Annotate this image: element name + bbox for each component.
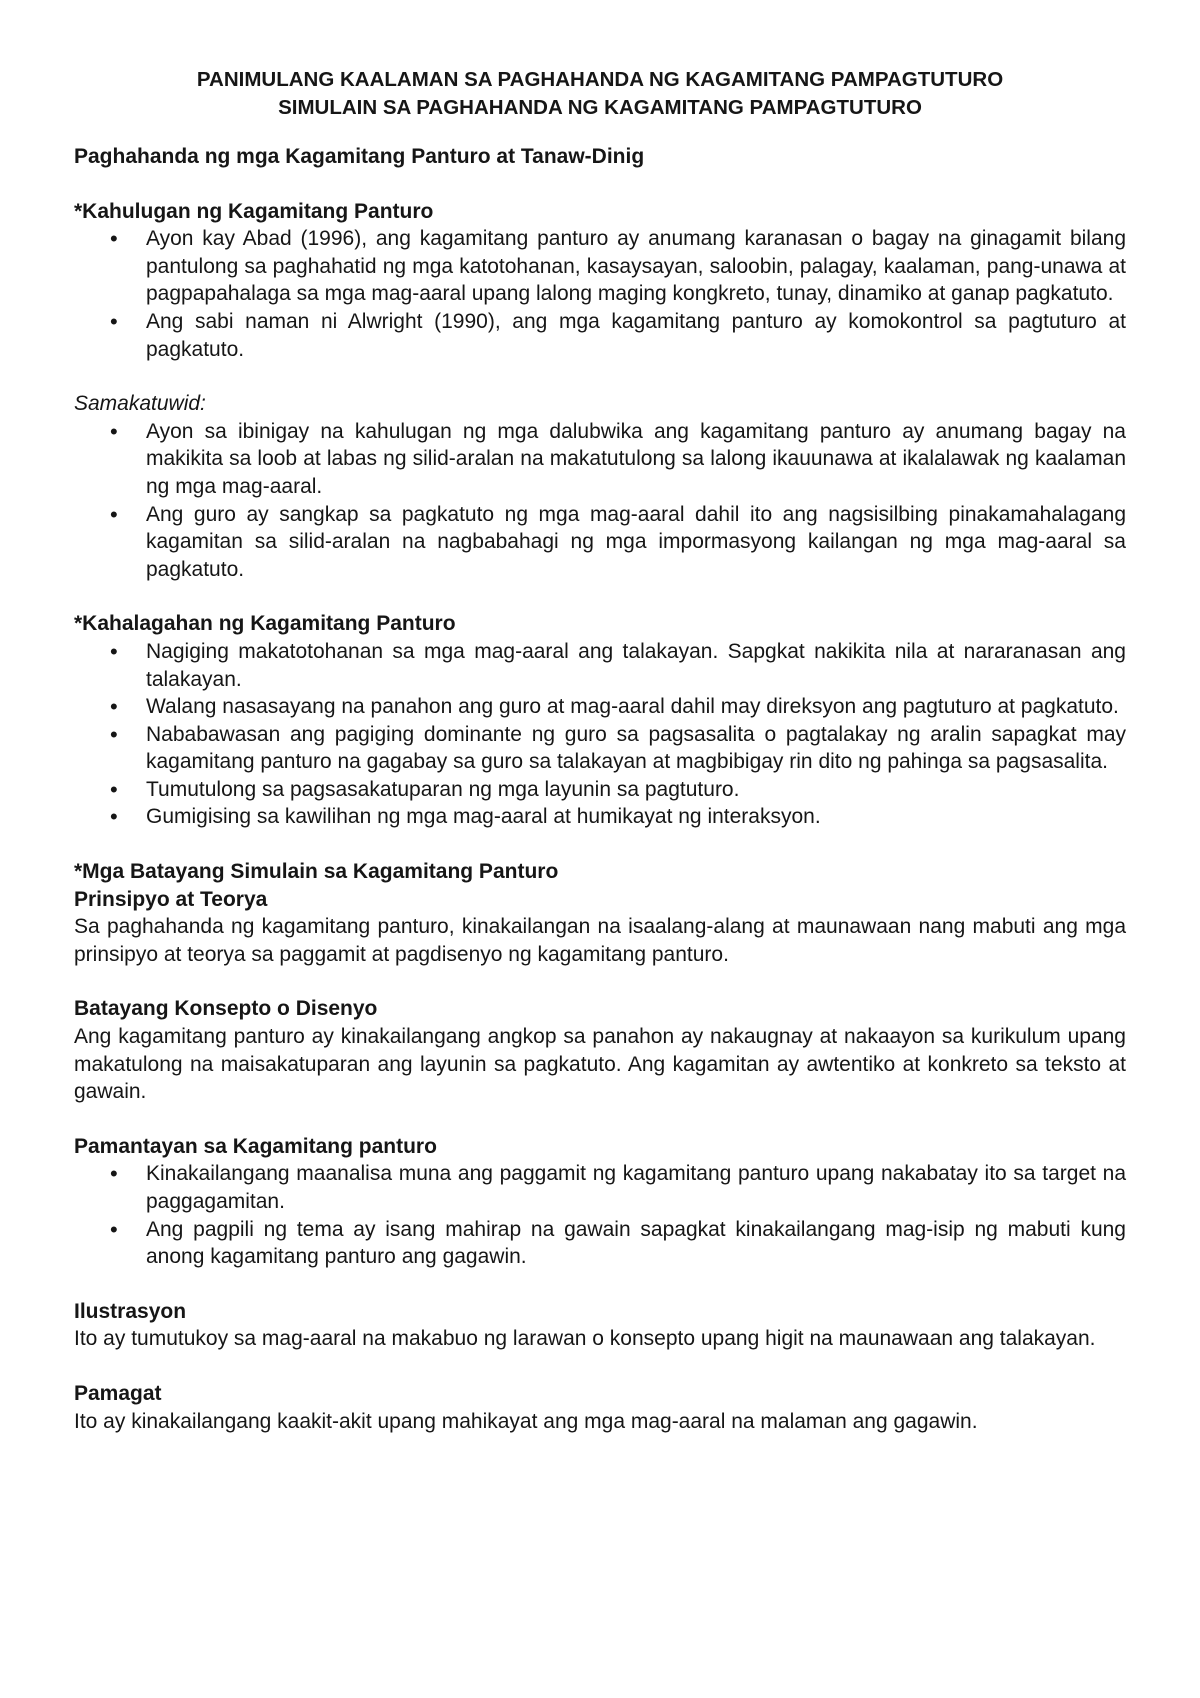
ilustrasyon-paragraph: Ito ay tumutukoy sa mag-aaral na makabuo ng larawan o konsepto upang higit na maunawaan ang talakayan. — [74, 1327, 1096, 1351]
list-item: • Gumigising sa kawilihan ng mga mag-aaral at humikayat ng interaksyon. — [74, 803, 1126, 831]
pamagat-paragraph: Ito ay kinakailangang kaakit-akit upang mahikayat ang mga mag-aaral na malaman ang gagawin. — [74, 1409, 978, 1433]
ilustrasyon-heading: Ilustrasyon — [74, 1299, 187, 1323]
kahulugan-list — [74, 225, 1126, 363]
konsepto-paragraph: Ang kagamitang panturo ay kinakailangang angkop sa panahon ay nakaugnay at nakaayon sa kurikulum upang makatulong na maisakatuparan ang layunin sa pagkatuto. Ang kagamitan ay awtentiko at konkreto sa teksto at gawain. — [74, 1025, 1126, 1104]
document-title: PANIMULANG KAALAMAN SA PAGHAHANDA NG KAGAMITANG PAMPAGTUTURO — [196, 68, 1004, 91]
intro-heading: Paghahanda ng mga Kagamitang Panturo at Tanaw-Dinig — [74, 145, 645, 168]
samakatuwid-list — [74, 418, 1126, 584]
kahalagahan-list — [74, 638, 1126, 831]
pamantayan-list — [74, 1160, 1126, 1270]
list-item: • Nababawasan ang pagiging dominante ng guro sa pagsasalita o pagtalakay ng aralin sapagkat may kagamitang panturo na gagabay sa guro sa talakayan at magbibigay rin dito ng pahinga sa pagsasalita. — [74, 721, 1126, 776]
list-item: • Tumutulong sa pagsasakatuparan ng mga layunin sa pagtuturo. — [74, 776, 1126, 804]
list-item: • Kinakailangang maanalisa muna ang paggamit ng kagamitang panturo upang nakabatay ito sa target na paggagamitan. — [74, 1160, 1126, 1215]
prinsipyo-paragraph: Sa paghahanda ng kagamitang panturo, kinakailangan na isaalang-alang at maunawaan nang mabuti ang mga prinsipyo at teorya sa paggamit at pagdisenyo ng kagamitang panturo. — [74, 915, 1126, 966]
konsepto-heading: Batayang Konsepto o Disenyo — [74, 997, 378, 1021]
list-item: • Nagiging makatotohanan sa mga mag-aaral ang talakayan. Sapgkat nakikita nila at nararanasan ang talakayan. — [74, 638, 1126, 693]
pamagat-heading: Pamagat — [74, 1381, 162, 1405]
list-item: • Ayon kay Abad (1996), ang kagamitang panturo ay anumang karanasan o bagay na ginagamit bilang pantulong sa paghahatid ng mga katotohanan, kasaysayan, saloobin, palagay, kaalaman, pang-unawa at pagpapahalaga sa mga mag-aaral upang lalong maging kongkreto, tunay, dinamiko at ganap pagkatuto. — [74, 225, 1126, 308]
list-item: • Ang guro ay sangkap sa pagkatuto ng mga mag-aaral dahil ito ang nagsisilbing pinakamahalagang kagamitan sa silid-aralan na nagbabahagi ng mga impormasyong kailangan ng mga mag-aaral sa pagkatuto. — [74, 501, 1126, 584]
kahalagahan-heading: *Kahalagahan ng Kagamitang Panturo — [74, 612, 456, 636]
kahulugan-heading: *Kahulugan ng Kagamitang Panturo — [74, 199, 434, 223]
document-subtitle: SIMULAIN SA PAGHAHANDA NG KAGAMITANG PAMPAGTUTURO — [278, 96, 922, 119]
prinsipyo-heading: Prinsipyo at Teorya — [74, 887, 268, 911]
pamantayan-heading: Pamantayan sa Kagamitang panturo — [74, 1134, 437, 1158]
list-item: • Ang pagpili ng tema ay isang mahirap na gawain sapagkat kinakailangang mag-isip ng mabuti kung anong kagamitang panturo ang gagawin. — [74, 1216, 1126, 1271]
list-item: • Ayon sa ibinigay na kahulugan ng mga dalubwika ang kagamitang panturo ay anumang bagay na makikita sa loob at labas ng silid-aralan na makatutulong sa lalong ikauunawa at ikalalawak ng kaalaman ng mga mag-aaral. — [74, 418, 1126, 501]
list-item: • Ang sabi naman ni Alwright (1990), ang mga kagamitang panturo ay komokontrol sa pagtuturo at pagkatuto. — [74, 308, 1126, 363]
list-item: • Walang nasasayang na panahon ang guro at mag-aaral dahil may direksyon ang pagtuturo at pagkatuto. — [74, 693, 1126, 721]
batayang-simulain-heading: *Mga Batayang Simulain sa Kagamitang Panturo — [74, 860, 559, 884]
samakatuwid-label: Samakatuwid: — [74, 392, 206, 416]
